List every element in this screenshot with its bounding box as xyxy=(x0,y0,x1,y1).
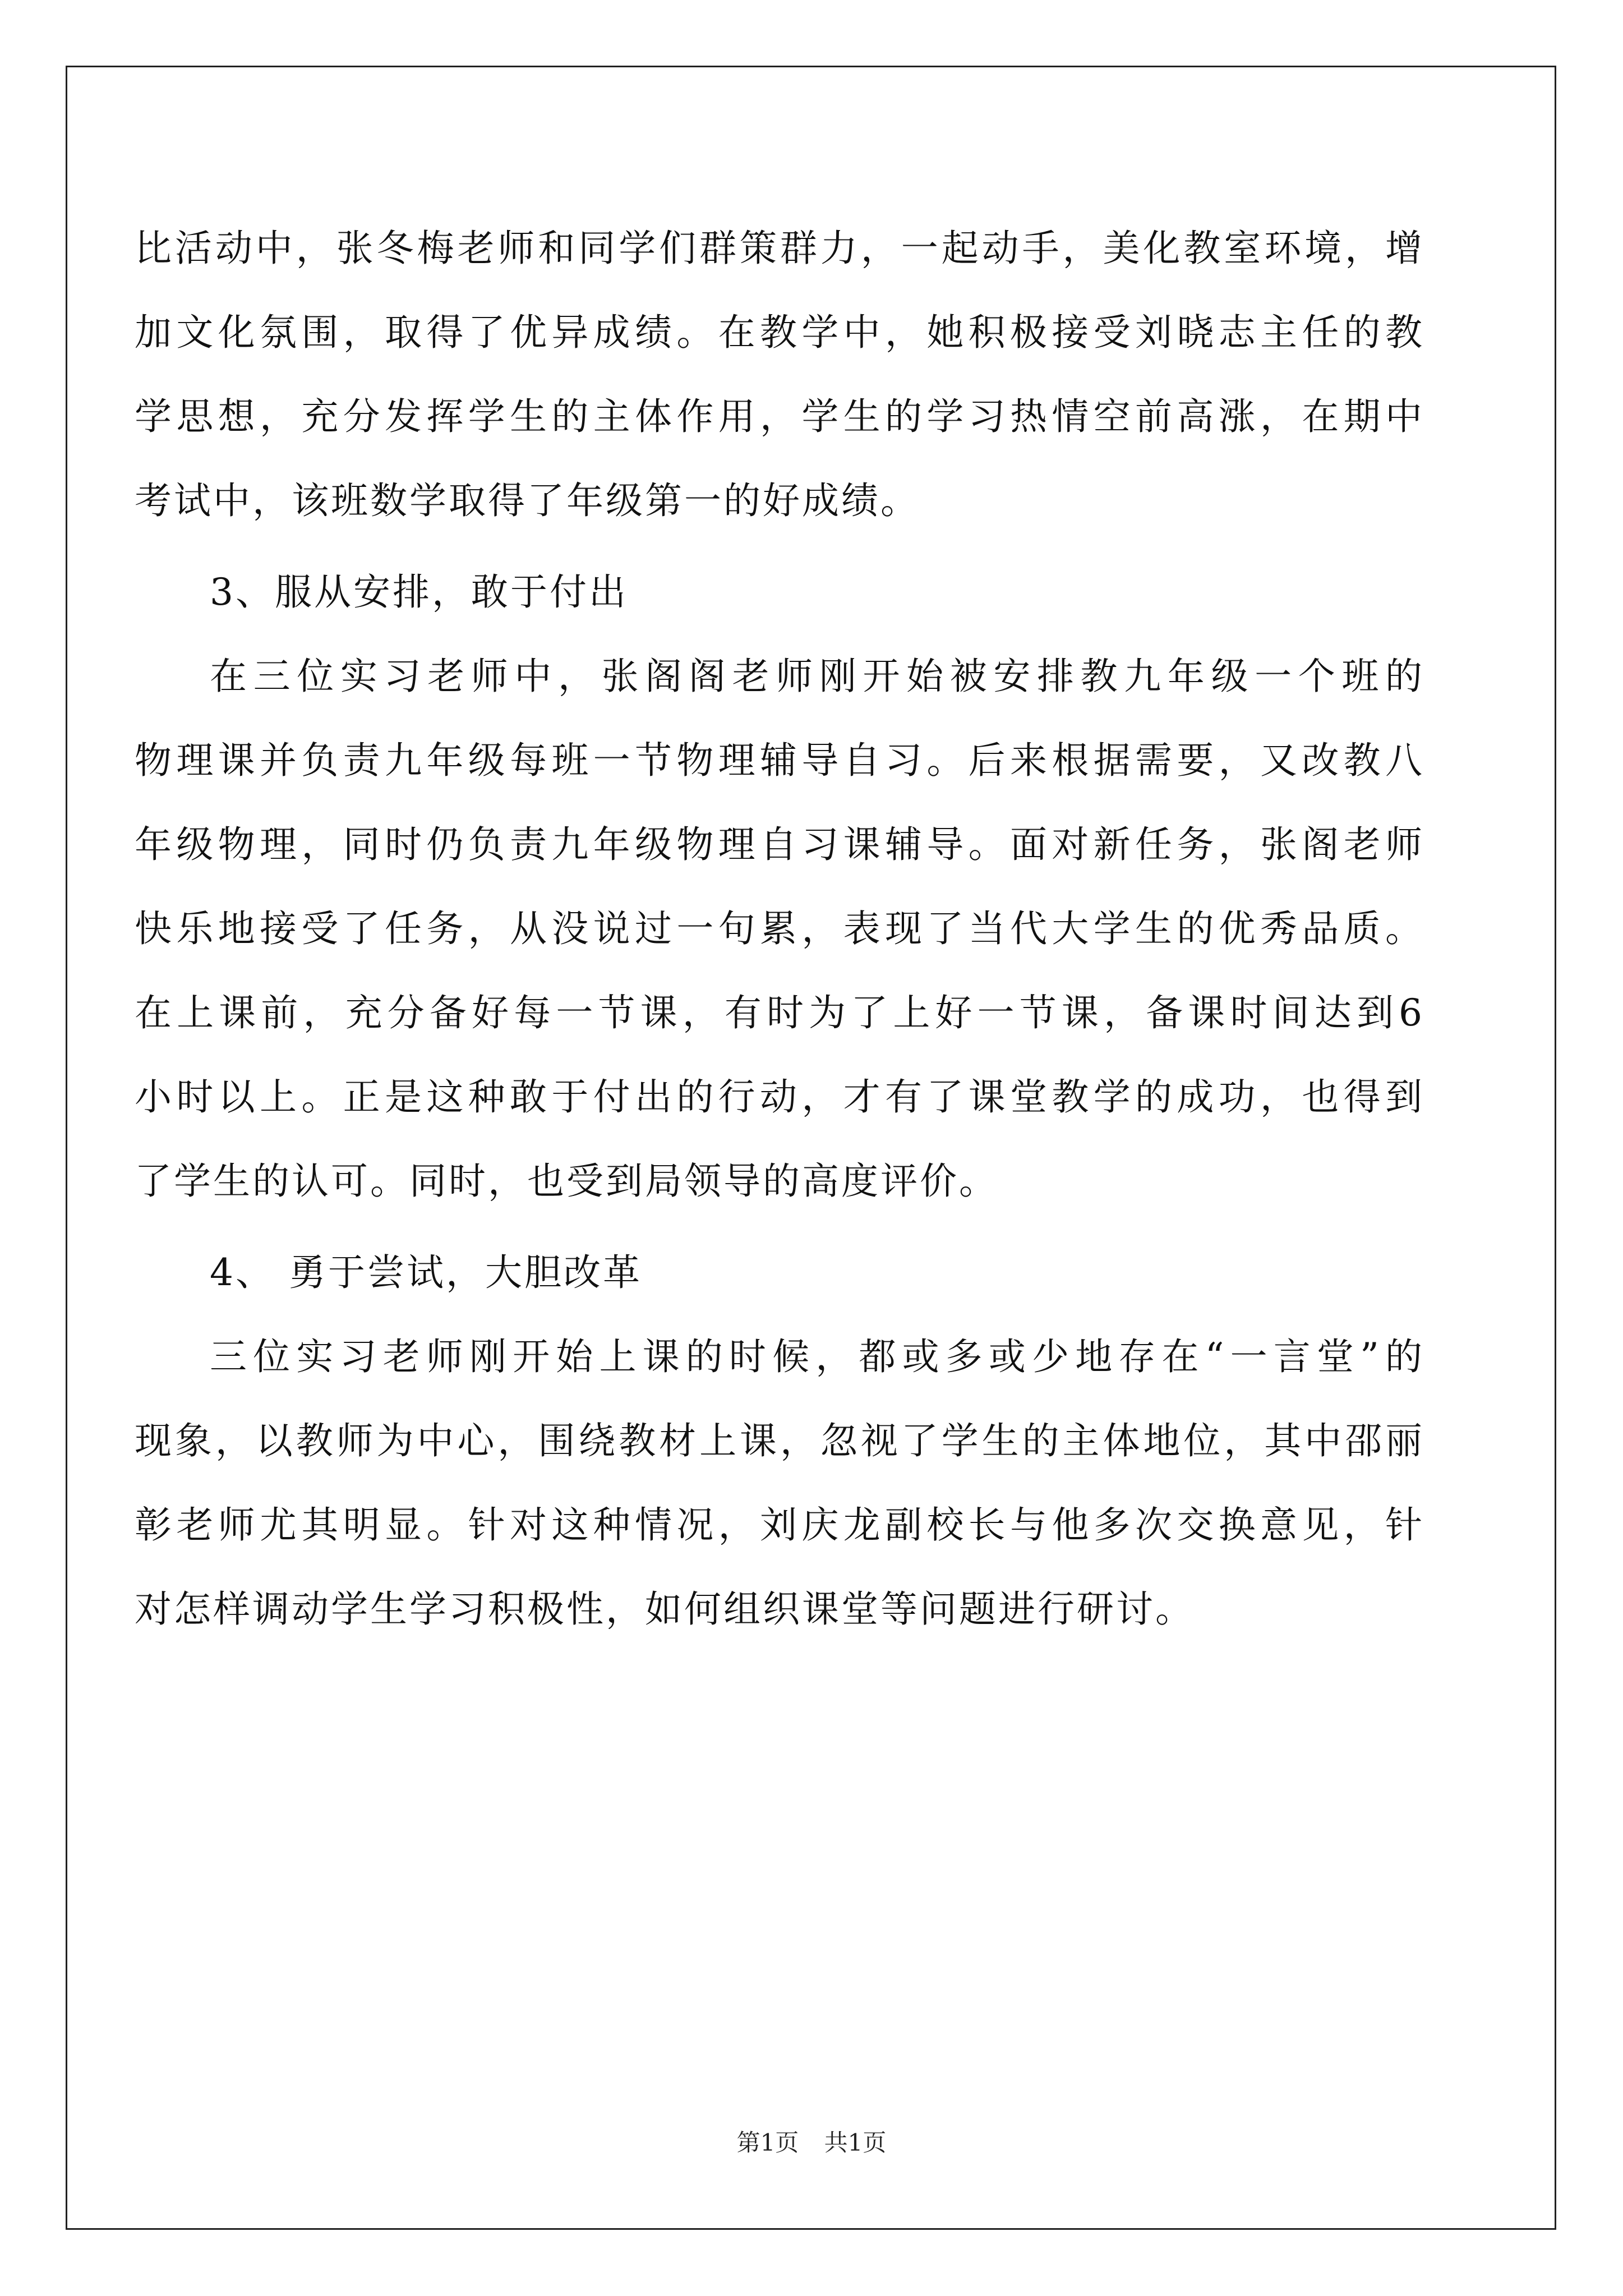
text-line: 在上课前，充分备好每一节课，有时为了上好一节课，备课时间达到6 xyxy=(135,991,1424,1034)
text-line: 加文化氛围，取得了优异成绩。在教学中，她积极接受刘晓志主任的教 xyxy=(135,311,1424,354)
text-line: 物理课并负责九年级每班一节物理辅导自习。后来根据需要，又改教八 xyxy=(135,739,1424,782)
page-number: 第1页 xyxy=(736,2129,799,2156)
text-line: 现象，以教师为中心，围绕教材上课，忽视了学生的主体地位，其中邵丽 xyxy=(135,1419,1424,1462)
text-line: 对怎样调动学生学习积极性，如何组织课堂等问题进行研讨。 xyxy=(135,1588,1195,1631)
text-line: 彰老师尤其明显。针对这种情况，刘庆龙副校长与他多次交换意见，针 xyxy=(135,1503,1424,1547)
text-line: 比活动中，张冬梅老师和同学们群策群力，一起动手，美化教室环境，增 xyxy=(135,227,1424,270)
section-heading: 3、服从安排，敢于付出 xyxy=(210,570,628,614)
text-line: 年级物理，同时仍负责九年级物理自习课辅导。面对新任务，张阁老师 xyxy=(135,823,1424,866)
section-heading: 4、 勇于尝试，大胆改革 xyxy=(210,1251,642,1294)
text-line: 学思想，充分发挥学生的主体作用，学生的学习热情空前高涨，在期中 xyxy=(135,395,1424,438)
text-line: 快乐地接受了任务，从没说过一句累，表现了当代大学生的优秀品质。 xyxy=(135,907,1424,950)
page-total: 共1页 xyxy=(824,2129,887,2156)
text-line: 三位实习老师刚开始上课的时候，都或多或少地存在“一言堂”的 xyxy=(210,1335,1424,1378)
text-line: 在三位实习老师中，张阁阁老师刚开始被安排教九年级一个班的 xyxy=(210,655,1424,698)
text-line: 考试中，该班数学取得了年级第一的好成绩。 xyxy=(135,479,920,522)
text-line: 小时以上。正是这种敢于付出的行动，才有了课堂教学的成功，也得到 xyxy=(135,1075,1424,1119)
text-line: 了学生的认可。同时，也受到局领导的高度评价。 xyxy=(135,1159,998,1203)
page-footer xyxy=(0,2126,1623,2160)
